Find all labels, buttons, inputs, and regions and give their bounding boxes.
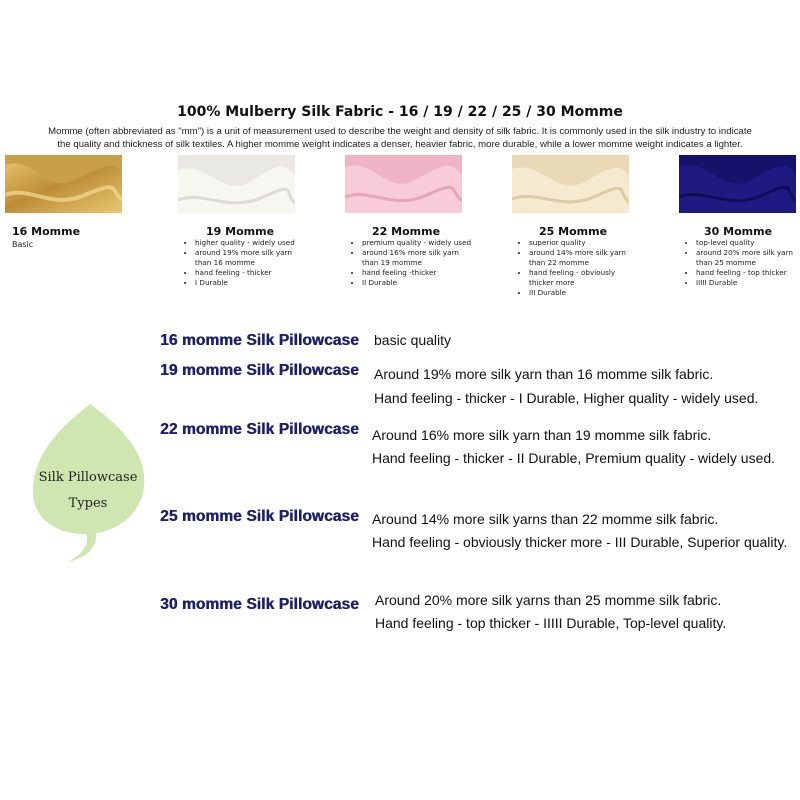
type-16-name: 16 momme Silk Pillowcase [160,332,359,349]
bullet: • around 14% more silk yarn than 22 momme [529,248,641,268]
leaf-title-line-2: Types [68,496,108,511]
bullet: • hand feeling - top thicker [696,268,800,278]
bullet: • around 20% more silk yarn than 25 momme [696,248,800,268]
bullet: • around 19% more silk yarn than 16 momme [195,248,307,268]
swatch-19-momme [178,155,295,213]
intro-line-1: Momme (often abbreviated as "mm") is a unit of measurement used to describe the weight and density of silk fabric. It is commonly used in the silk industry to indicate [48,126,752,137]
momme-22-bullets [350,238,474,288]
type-30-name: 30 momme Silk Pillowcase [160,596,359,613]
swatch-30-momme [679,155,796,213]
bullet: • superior quality [529,238,641,248]
bullet: • IIIII Durable [696,278,800,288]
momme-30-name: 30 Momme [704,225,773,238]
type-22-name: 22 momme Silk Pillowcase [160,421,359,438]
type-25-desc-1: Around 14% more silk yarns than 22 momme silk fabric. [372,511,719,527]
type-19-name: 19 momme Silk Pillowcase [160,362,359,379]
swatch-22-momme [345,155,462,213]
swatch-25-momme [512,155,629,213]
bullet: • hand feeling -thicker [362,268,474,278]
momme-30-bullets [684,238,800,288]
swatch-16-momme [5,155,122,213]
leaf-title-line-1: Silk Pillowcase [38,470,138,485]
type-30-desc-1: Around 20% more silk yarns than 25 momme silk fabric. [375,592,722,608]
bullet: • hand feeling - thicker [195,268,307,278]
bullet: • premium quality - widely used [362,238,474,248]
momme-16-note: Basic [12,240,34,249]
bullet: • hand feeling - obviously thicker more [529,268,641,288]
intro-text [10,125,790,151]
type-30-desc-2: Hand feeling - top thicker - IIIII Durable, Top-level quality. [375,615,727,631]
type-25-name: 25 momme Silk Pillowcase [160,508,359,525]
type-16-desc-1: basic quality [374,332,452,348]
momme-25-name: 25 Momme [539,225,608,238]
momme-19-name: 19 Momme [206,225,275,238]
bullet: • around 16% more silk yarn than 19 momme [362,248,474,268]
type-22-desc-2: Hand feeling - thicker - II Durable, Premium quality - widely used. [372,450,776,466]
bullet: • I Durable [195,278,307,288]
momme-19-bullets [183,238,307,288]
momme-16-name: 16 Momme [12,225,81,238]
type-25-desc-2: Hand feeling - obviously thicker more - III Durable, Superior quality. [372,534,788,550]
momme-25-bullets [517,238,641,298]
bullet: • higher quality - widely used [195,238,307,248]
type-19-desc-1: Around 19% more silk yarn than 16 momme silk fabric. [374,366,714,382]
page-title: 100% Mulberry Silk Fabric - 16 / 19 / 22 / 25 / 30 Momme [177,104,623,120]
bullet: • III Durable [529,288,641,298]
bullet: • II Durable [362,278,474,288]
momme-22-name: 22 Momme [372,225,441,238]
bullet: • top-level quality [696,238,800,248]
type-19-desc-2: Hand feeling - thicker - I Durable, Higher quality - widely used. [374,390,759,406]
type-22-desc-1: Around 16% more silk yarn than 19 momme silk fabric. [372,427,712,443]
intro-line-2: the quality and thickness of silk textiles. A higher momme weight indicates a denser, heavier fabric, more durable, while a lower momme weight indicates a lighter. [57,139,743,150]
